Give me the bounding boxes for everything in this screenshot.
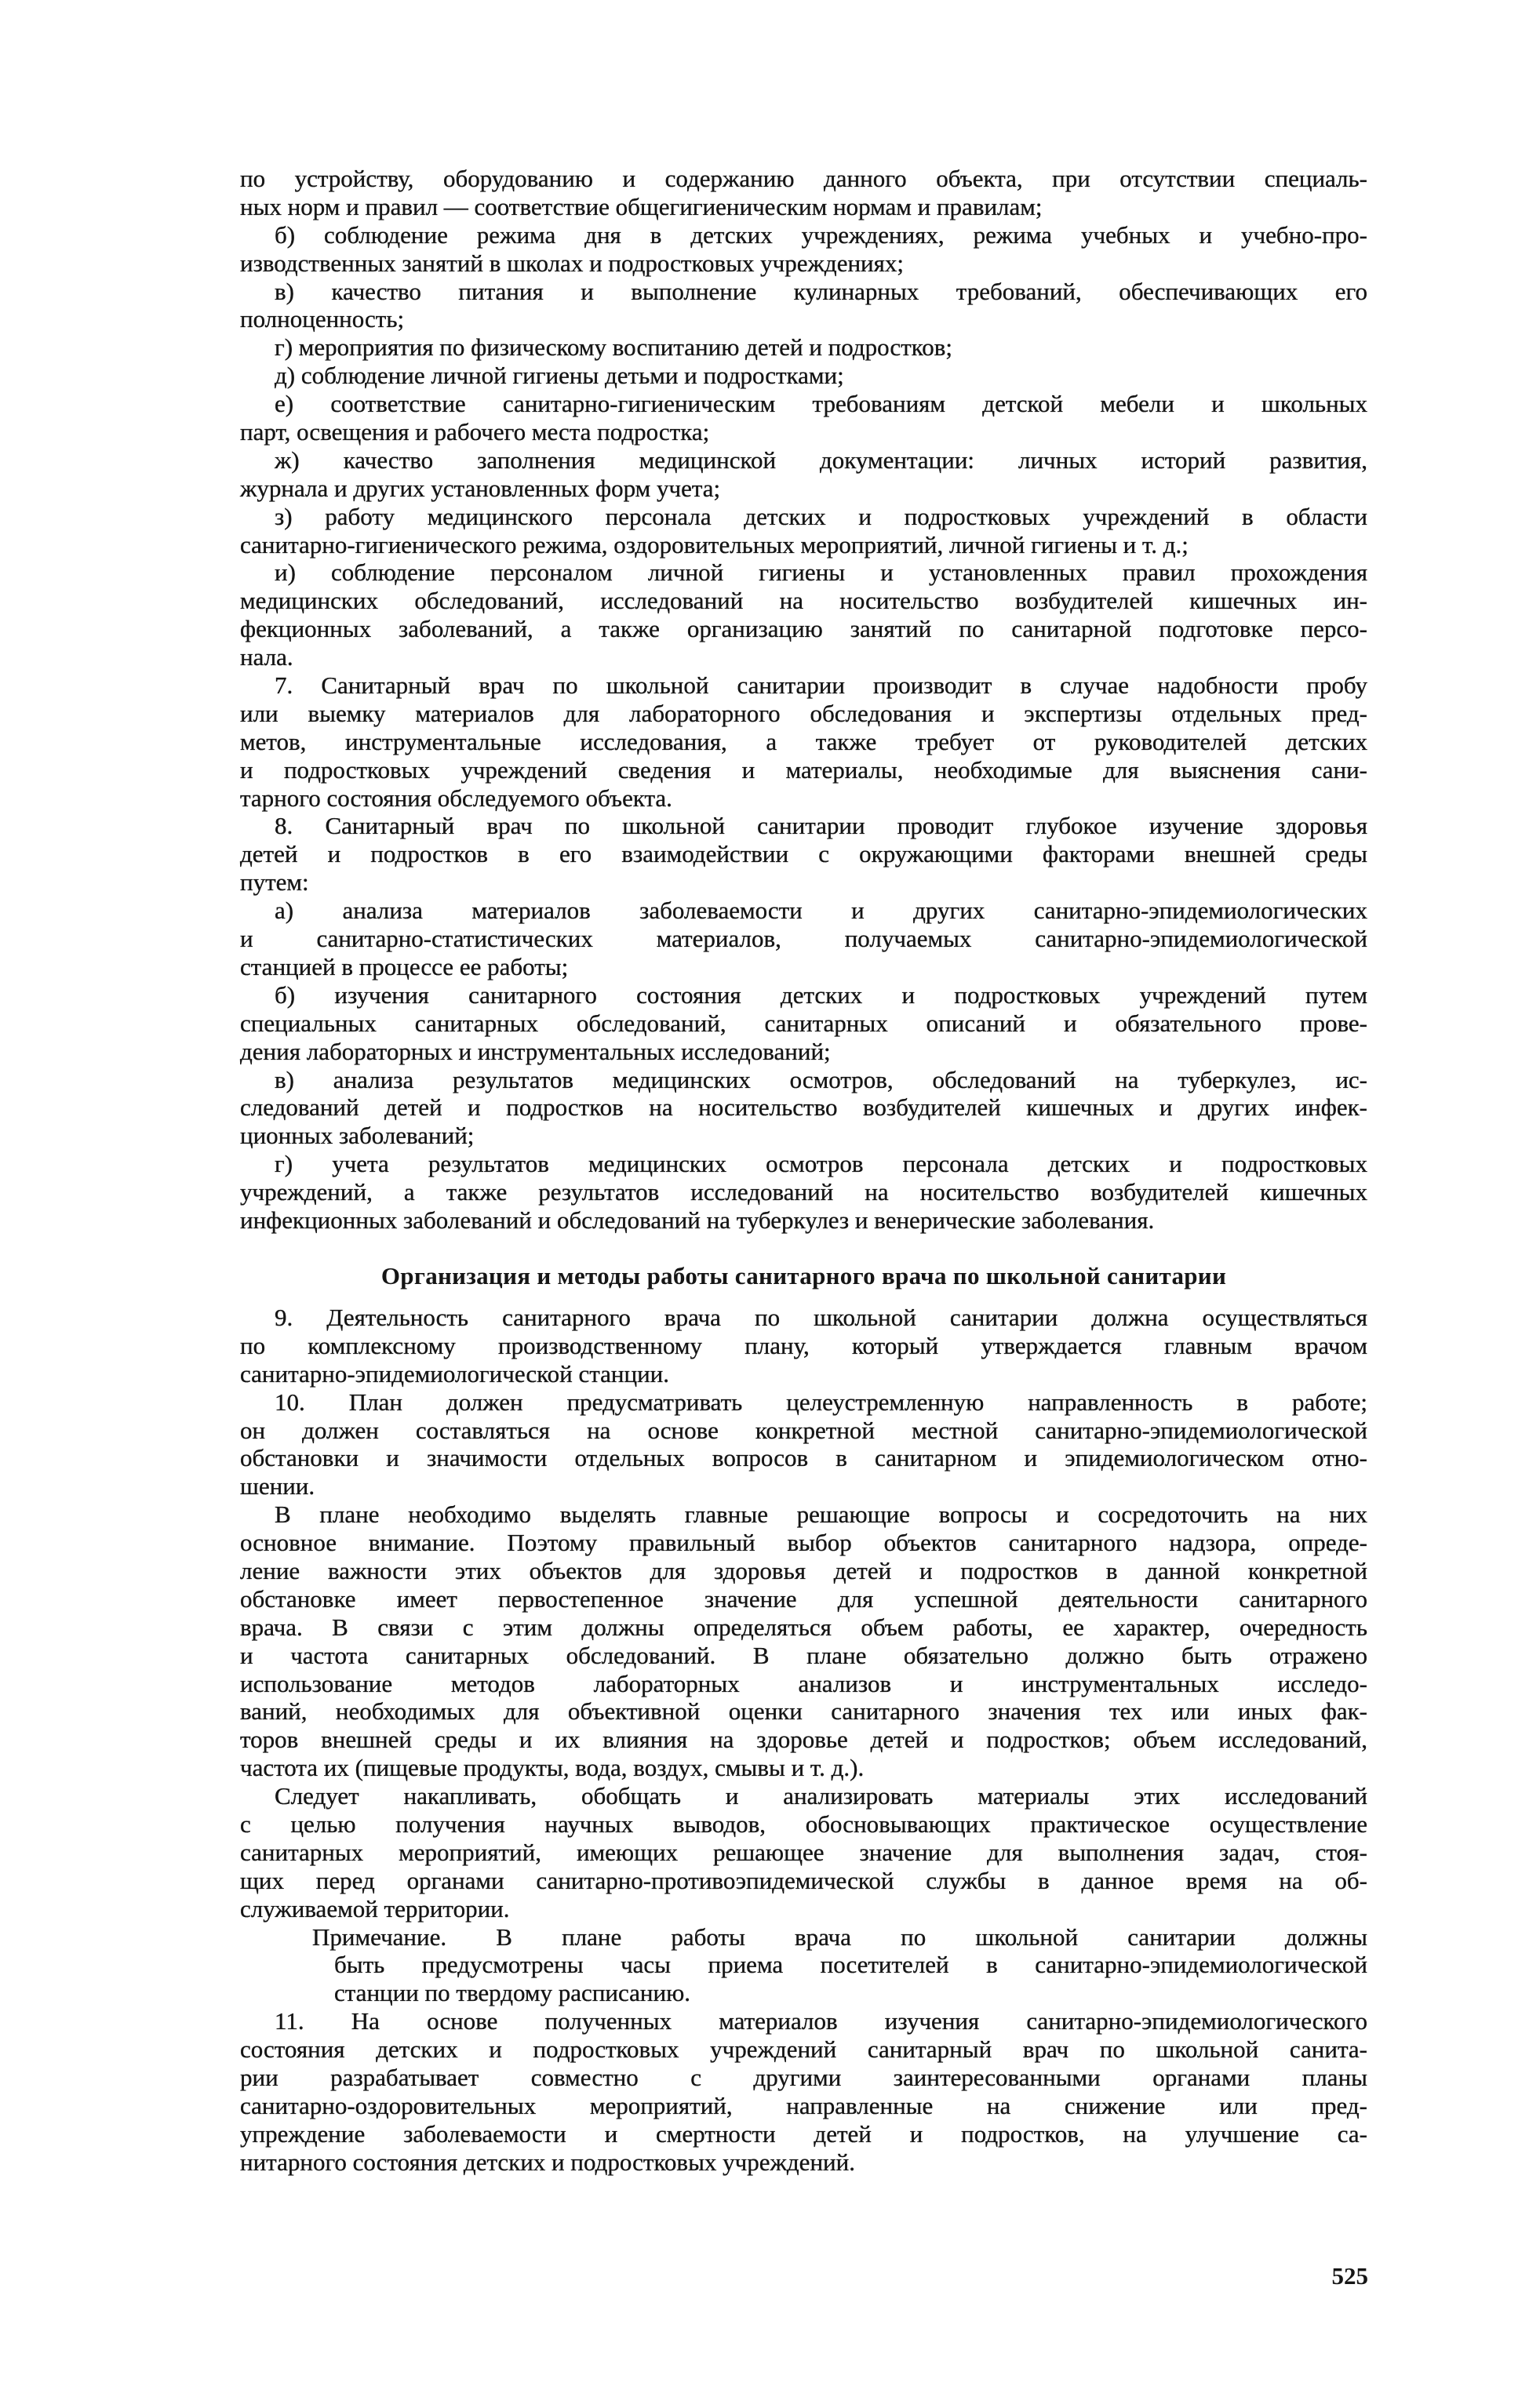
text-line: ж) качество заполнения медицинской документации: личных историй развития, [275,446,1367,474]
text-line: метов, инструментальные исследования, а также требует от руководителей детских [240,727,1367,755]
text-line: 11. На основе полученных материалов изучения санитарно-эпидемиологического [275,2007,1367,2035]
paragraph [240,558,1367,671]
text-line: быть предусмотрены часы приема посетителей в санитарно-эпидемиологической [334,1951,1367,1979]
text-line: в) качество питания и выполнение кулинарных требований, обеспечивающих его [275,277,1367,305]
text-line: парт, освещения и рабочего места подростка; [240,418,710,446]
text-line: обстановки и значимости отдельных вопросов в санитарном и эпидемиологическом отно- [240,1444,1367,1472]
text-line: по устройству, оборудованию и содержанию данного объекта, при отсутствии специаль- [240,165,1367,192]
paragraph [240,165,1367,221]
paragraph [240,1066,1367,1151]
text-line: 9. Деятельность санитарного врача по школьной санитарии должна осуществляться [275,1304,1367,1331]
text-line: служиваемой территории. [240,1894,510,1922]
text-line: тарного состояния обследуемого объекта. [240,784,672,812]
paragraph [240,362,1367,390]
text-line: с целью получения научных выводов, обосновывающих практическое осуществление [240,1810,1367,1839]
text-line: использование методов лабораторных анализов и инструментальных исследо- [240,1669,1367,1697]
text-line: б) соблюдение режима дня в детских учреждениях, режима учебных и учебно-про- [275,220,1367,249]
text-line: журнала и других установленных форм учета; [240,474,721,502]
text-line: основное внимание. Поэтому правильный выбор объектов санитарного надзора, опреде- [240,1529,1367,1557]
text-line: рии разрабатывает совместно с другими заинтересованными органами планы [240,2064,1367,2092]
paragraph [240,812,1367,897]
text-line: состояния детских и подростковых учреждений санитарный врач по школьной санита- [240,2035,1367,2064]
text-line: в) анализа результатов медицинских осмотров, обследований на туберкулез, ис- [275,1065,1367,1093]
text-line: 7. Санитарный врач по школьной санитарии производит в случае надобности пробу [275,671,1367,700]
text-line: ционных заболеваний; [240,1122,475,1150]
text-line: 10. План должен предусматривать целеустремленную направленность в работе; [275,1388,1367,1416]
text-line: изводственных занятий в школах и подростковых учреждениях; [240,249,905,277]
text-line: ных норм и правил — соответствие общегигиеническим нормам и правилам; [240,192,1043,220]
text-line: г) мероприятия по физическому воспитанию детей и подростков; [275,333,952,362]
text-line: д) соблюдение личной гигиены детьми и подростками; [275,362,844,390]
text-line: торов внешней среды и их влияния на здоровье детей и подростков; объем исследований, [240,1726,1367,1754]
paragraph [240,278,1367,334]
text-line: Примечание. В плане работы врача по школьной санитарии должны [312,1922,1367,1951]
text-line: путем: [240,868,309,897]
text-line: Следует накапливать, обобщать и анализировать материалы этих исследований [275,1782,1367,1810]
text-line: нала. [240,643,293,671]
text-line: инфекционных заболеваний и обследований на туберкулез и венерические заболевания. [240,1206,1155,1234]
paragraph [240,333,1367,362]
paragraph [240,503,1367,559]
text-line: з) работу медицинского персонала детских и подростковых учреждений в области [275,502,1367,530]
text-line: обстановке имеет первостепенное значение для успешной деятельности санитарного [240,1584,1367,1613]
text-line: 8. Санитарный врач по школьной санитарии проводит глубокое изучение здоровья [275,812,1367,840]
text-line: г) учета результатов медицинских осмотров персонала детских и подростковых [275,1150,1367,1178]
section-heading: Организация и методы работы санитарного врача по школьной санитарии [380,1262,1227,1289]
text-line: станции по твердому расписанию. [334,1979,690,2007]
text-line: учреждений, а также результатов исследований на носительство возбудителей кишечных [240,1178,1367,1206]
text-line: санитарно-оздоровительных мероприятий, направленные на снижение или пред- [240,2091,1367,2119]
text-line: В плане необходимо выделять главные решающие вопросы и сосредоточить на них [275,1500,1367,1529]
text-line: детей и подростков в его взаимодействии с окружающими факторами внешней среды [240,840,1367,868]
text-line: специальных санитарных обследований, санитарных описаний и обязательного прове- [240,1009,1367,1037]
text-line: шении. [240,1472,315,1500]
text-line: щих перед органами санитарно-противоэпидемической службы в данное время на об- [240,1866,1367,1894]
text-line: по комплексному производственному плану, который утверждается главным врачом [240,1331,1367,1359]
paragraph [240,671,1367,812]
text-line: полноценность; [240,305,405,333]
text-line: и частота санитарных обследований. В плане обязательно должно быть отражено [240,1641,1367,1669]
text-line: врача. В связи с этим должны определяться объем работы, ее характер, очередность [240,1613,1367,1641]
text-line: частота их (пищевые продукты, вода, воздух, смывы и т. д.). [240,1754,865,1782]
text-line: а) анализа материалов заболеваемости и других санитарно-эпидемиологических [275,897,1367,925]
paragraph [240,221,1367,278]
paragraph [240,897,1367,981]
text-line: санитарно-эпидемиологической станции. [240,1359,670,1388]
text-line: санитарных мероприятий, имеющих решающее значение для выполнения задач, стоя- [240,1838,1367,1866]
text-line: и) соблюдение персоналом личной гигиены и установленных правил прохождения [275,558,1367,587]
paragraph [240,981,1367,1066]
text-line: нитарного состояния детских и подростковых учреждений. [240,2148,855,2176]
paragraph [240,390,1367,446]
text-line: медицинских обследований, исследований на носительство возбудителей кишечных ин- [240,587,1367,615]
text-line: или выемку материалов для лабораторного обследования и экспертизы отдельных пред- [240,699,1367,727]
text-line: станцией в процессе ее работы; [240,952,569,980]
paragraph [240,446,1367,503]
paragraph [240,1388,1367,1501]
text-line: фекционных заболеваний, а также организацию занятий по санитарной подготовке персо- [240,615,1367,643]
text-line: и подростковых учреждений сведения и материалы, необходимые для выяснения сани- [240,755,1367,784]
paragraph [240,2007,1367,2176]
text-line: ваний, необходимых для объективной оценки санитарного значения тех или иных фак- [240,1697,1367,1726]
page-number: 525 [1331,2262,1368,2290]
text-block-bottom [240,1304,1367,2177]
text-line: ление важности этих объектов для здоровья детей и подростков в данной конкретной [240,1557,1367,1585]
text-line: он должен составляться на основе конкретной местной санитарно-эпидемиологической [240,1416,1367,1444]
text-line: санитарно-гигиенического режима, оздоровительных мероприятий, личной гигиены и т. д.; [240,530,1189,558]
paragraph [240,1500,1367,1782]
text-line: следований детей и подростков на носительство возбудителей кишечных и других инфек- [240,1093,1367,1122]
paragraph [240,1782,1367,1922]
text-block-top [240,165,1367,1235]
text-line: б) изучения санитарного состояния детских и подростковых учреждений путем [275,980,1367,1009]
text-line: дения лабораторных и инструментальных исследований; [240,1037,831,1065]
paragraph [240,1150,1367,1235]
paragraph [240,1304,1367,1388]
note-paragraph [240,1923,1367,2008]
text-line: и санитарно-статистических материалов, получаемых санитарно-эпидемиологической [240,925,1367,953]
text-line: е) соответствие санитарно-гигиеническим требованиям детской мебели и школьных [275,390,1367,418]
text-line: упреждение заболеваемости и смертности детей и подростков, на улучшение са- [240,2119,1367,2148]
